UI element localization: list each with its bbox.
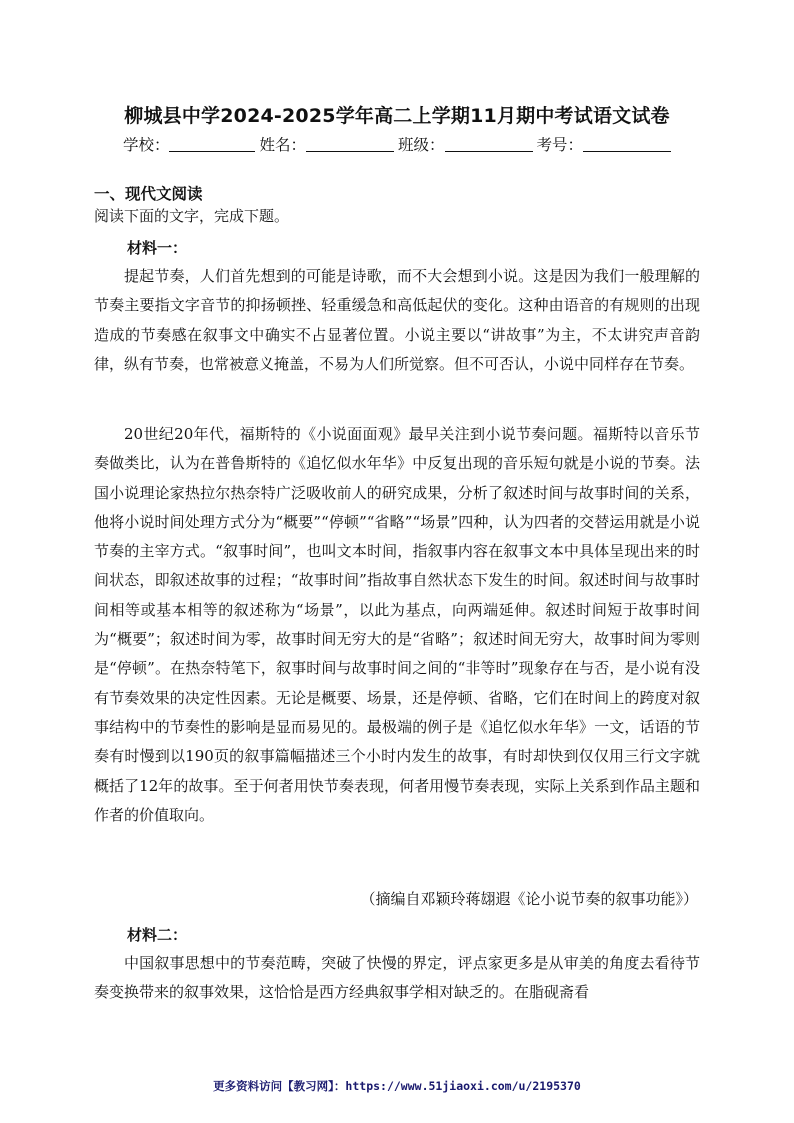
page-title: 柳城县中学2024-2025学年高二上学期11月期中考试语文试卷 — [124, 105, 670, 127]
material-one-source: （摘编自邓颖玲蒋翃遐《论小说节奏的叙事功能》） — [360, 890, 698, 908]
class-blank — [445, 137, 533, 152]
class-label: 班级： — [398, 136, 445, 154]
name-label: 姓名： — [259, 136, 306, 154]
material-two-paragraph-1: 中国叙事思想中的节奏范畴，突破了快慢的界定，评点家更多是从审美的角度去看待节奏变换带来的叙事效果，这恰恰是西方经典叙事学相对缺乏的。在脂砚斋看 — [94, 954, 700, 1002]
name-blank — [306, 137, 394, 152]
footer-link-text: 更多资料访问【教习网】：https://www.51jiaoxi.com/u/2195370 — [213, 1079, 581, 1093]
material-one-paragraph-2: 20世纪20年代，福斯特的《小说面面观》最早关注到小说节奏问题。福斯特以音乐节奏做类比，认为在普鲁斯特的《追忆似水年华》中反复出现的音乐短句就是小说的节奏。法国小说理论家热拉尔热奈特广泛吸收前人的研究成果，分析了叙述时间与故事时间的关系，他将小说时间处理方式分为“概要”“停顿”“省略”“场景”四种，认为四者的交替运用就是小说节奏的主宰方式。“叙事时间”，也叫文本时间，指叙事内容在叙事文本中具体呈现出来的时间状态，即叙述故事的过程；“故事时间”指故事自然状态下发生的时间。叙述时间与故事时间相等或基本相等的叙述称为“场景”，以此为基点，向两端延伸。叙述时间短于故事时间为“概要”；叙述时间为零，故事时间无穷大的是“省略”；叙述时间无穷大，故事时间为零则是“停顿”。在热奈特笔下，叙事时间与故事时间之间的“非等时”现象存在与否，是小说有没有节奏效果的决定性因素。无论是概要、场景，还是停顿、省略，它们在时间上的跨度对叙事结构中的节奏性的影响是显而易见的。最极端的例子是《追忆似水年华》一文，话语的节奏有时慢到以190页的叙事篇幅描述三个小时内发生的故事，有时却快到仅仅用三行文字就概括了12年的故事。至于何者用快节奏表现，何者用慢节奏表现，实际上关系到作品主题和作者的价值取向。 — [94, 425, 700, 824]
number-blank — [583, 137, 671, 152]
instruction-text: 阅读下面的文字，完成下题。 — [94, 207, 290, 225]
material-two-label: 材料二： — [127, 926, 188, 944]
student-info-line — [0, 133, 794, 155]
school-blank — [169, 137, 255, 152]
material-one-label: 材料一： — [127, 239, 188, 257]
school-label: 学校： — [122, 136, 170, 154]
material-one-paragraph-1: 提起节奏，人们首先想到的可能是诗歌，而不大会想到小说。这是因为我们一般理解的节奏主要指文字音节的抑扬顿挫、轻重缓急和高低起伏的变化。这种由语音的有规则的出现造成的节奏感在叙事文中确实不占显著位置。小说主要以“讲故事”为主，不太讲究声音韵律，纵有节奏，也常被意义掩盖，不易为人们所觉察。但不可否认，小说中同样存在节奏。 — [94, 267, 700, 373]
section-heading: 一、现代文阅读 — [94, 185, 203, 203]
number-label: 考号： — [536, 136, 584, 154]
